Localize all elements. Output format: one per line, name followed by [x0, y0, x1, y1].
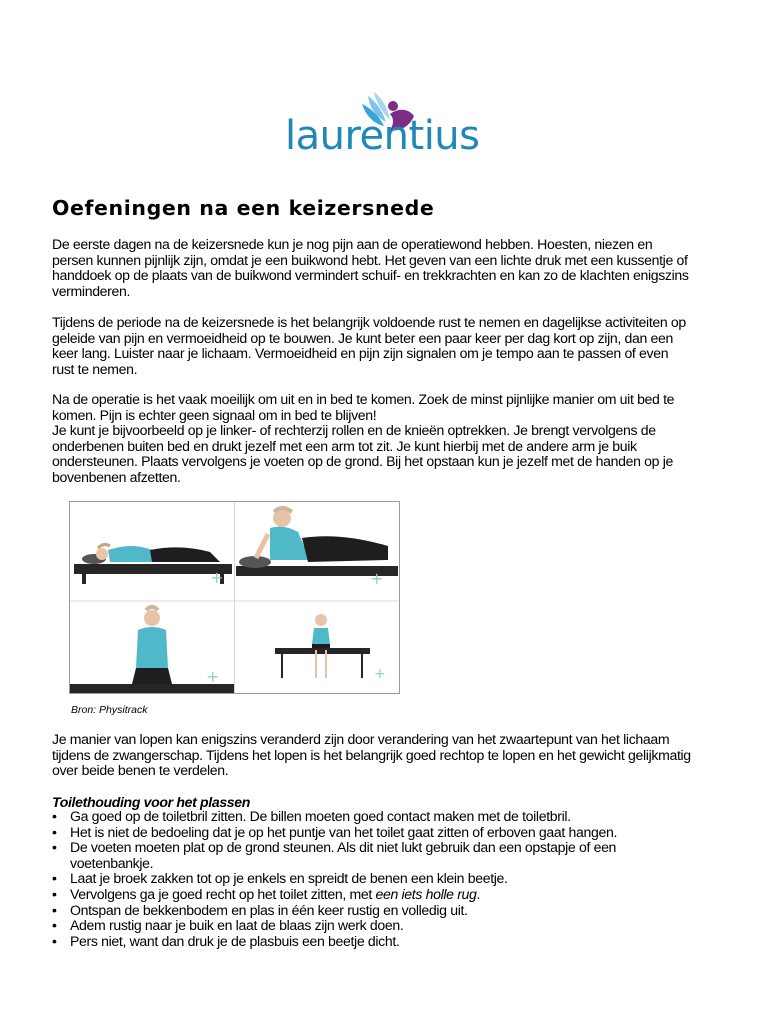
bullet-icon: •	[52, 901, 57, 918]
list-item-text: Laat je broek zakken tot op je enkels en spreidt de benen een klein beetje.	[70, 870, 508, 887]
bullet-icon: •	[52, 823, 57, 840]
paragraph-pain	[52, 237, 722, 299]
text-line: Tijdens de periode na de keizersnede is het belangrijk voldoende rust te nemen en dagelijkse activiteiten op	[52, 314, 686, 330]
list-item	[52, 809, 732, 825]
svg-text:+: +	[374, 666, 386, 682]
svg-text:+: +	[210, 568, 224, 587]
bullet-icon: •	[52, 885, 57, 902]
emphasis-text: een iets holle rug	[375, 885, 477, 902]
list-item-text: Adem rustig naar je buik en laat de blaas zijn werk doen.	[70, 917, 404, 934]
list-item-text: De voeten moeten plat op de grond steunen. Als dit niet lukt gebruik dan een opstapje of een	[70, 839, 617, 856]
panel-sitting-front-view	[70, 607, 234, 693]
text-line: Je kunt je bijvoorbeeld op je linker- of rechterzij rollen en de knieën optrekken. Je brengt vervolgens de	[52, 422, 656, 439]
text-line: geleide van pijn en vermoeidheid op te bouwen. Je kunt beter een paar keer per dag kort op zijn, dan een	[52, 329, 673, 346]
text-line: tijdens de zwangerschap. Tijdens het lopen is het belangrijk goed rechtop te lopen en het gewicht gelijkmatig	[52, 746, 691, 763]
list-item-text: Het is niet de bedoeling dat je op het puntje van het toilet gaat zitten of erboven gaat hangen.	[70, 823, 618, 840]
bullet-icon: •	[52, 932, 57, 949]
list-item-text: Pers niet, want dan druk je de plasbuis een beetje dicht.	[70, 932, 400, 949]
text-line: handdoek op de plaats van de buikwond vermindert schuif- en trekkrachten en kan zo de klachten enigszins	[52, 267, 689, 284]
list-item	[52, 840, 732, 871]
text-line: onderbenen buiten bed en drukt jezelf met een arm tot zit. Je kunt hierbij met de andere arm je buik	[52, 437, 637, 454]
panel-lying-on-side	[74, 544, 232, 587]
text-line: De eerste dagen na de keizersnede kun je nog pijn aan de operatiewond hebben. Hoesten, niezen en	[52, 236, 653, 252]
list-item	[52, 918, 732, 934]
list-item-text-start: Vervolgens ga je goed recht op het toilet zitten, met	[70, 885, 376, 902]
paragraph-getting-out-of-bed	[52, 392, 722, 486]
list-item-text: voetenbankje.	[70, 854, 154, 871]
paragraph-rest	[52, 315, 722, 377]
bullet-icon: •	[52, 808, 57, 824]
panel-sitting-on-table	[275, 614, 386, 682]
page-title: Oefeningen na een keizersnede	[52, 196, 435, 220]
bullet-icon: •	[52, 917, 57, 934]
list-item-text: Ontspan de bekkenbodem en plas in één keer rustig en volledig uit.	[70, 901, 468, 918]
svg-text:+: +	[370, 569, 384, 588]
text-line: bovenbenen afzetten.	[52, 468, 181, 485]
text-line: komen. Pijn is echter geen signaal om in bed te blijven!	[52, 406, 377, 423]
list-item	[52, 871, 732, 887]
text-line: ondersteunen. Plaats vervolgens je voeten op de grond. Bij het opstaan kun je jezelf met de handen op je	[52, 453, 673, 470]
list-item	[52, 903, 732, 919]
exercise-photo	[69, 501, 400, 694]
svg-text:+: +	[206, 667, 220, 686]
text-line: rust te nemen.	[52, 360, 138, 377]
logo-wordmark: laurentius	[285, 113, 480, 159]
text-line: Na de operatie is het vaak moeilijk om uit en in bed te komen. Zoek de minst pijnlijke manier om uit bed te	[52, 391, 675, 407]
figure-caption: Bron: Physitrack	[71, 704, 148, 716]
text-line: over beide benen te verdelen.	[52, 762, 229, 779]
paragraph-walking	[52, 732, 722, 779]
text-line: verminderen.	[52, 282, 131, 299]
list-item-text	[70, 887, 732, 903]
list-item	[52, 934, 732, 950]
list-item-text-end: .	[476, 885, 481, 902]
bullet-icon: •	[52, 870, 57, 887]
exercise-illustration	[70, 502, 399, 693]
list-item-text: Ga goed op de toiletbril zitten. De billen moeten goed contact maken met de toiletbril.	[70, 808, 571, 824]
toilet-posture-list	[52, 809, 732, 949]
text-line: Je manier van lopen kan enigszins veranderd zijn door verandering van het zwaartepunt van het lichaam	[52, 731, 670, 747]
list-item	[52, 825, 732, 841]
bullet-icon: •	[52, 839, 57, 856]
text-line: persen kunnen pijnlijk zijn, omdat je een buikwond hebt. Het geven van een lichte druk met een kussentje of	[52, 251, 688, 268]
laurentius-logo	[280, 92, 490, 170]
text-line: keer lang. Luister naar je lichaam. Vermoeidheid en pijn zijn signalen om je tempo aan te passen of even	[52, 345, 669, 362]
section-heading: Toilethouding voor het plassen	[52, 794, 251, 810]
panel-pushing-up-to-sit	[236, 508, 398, 588]
list-item	[52, 887, 732, 903]
